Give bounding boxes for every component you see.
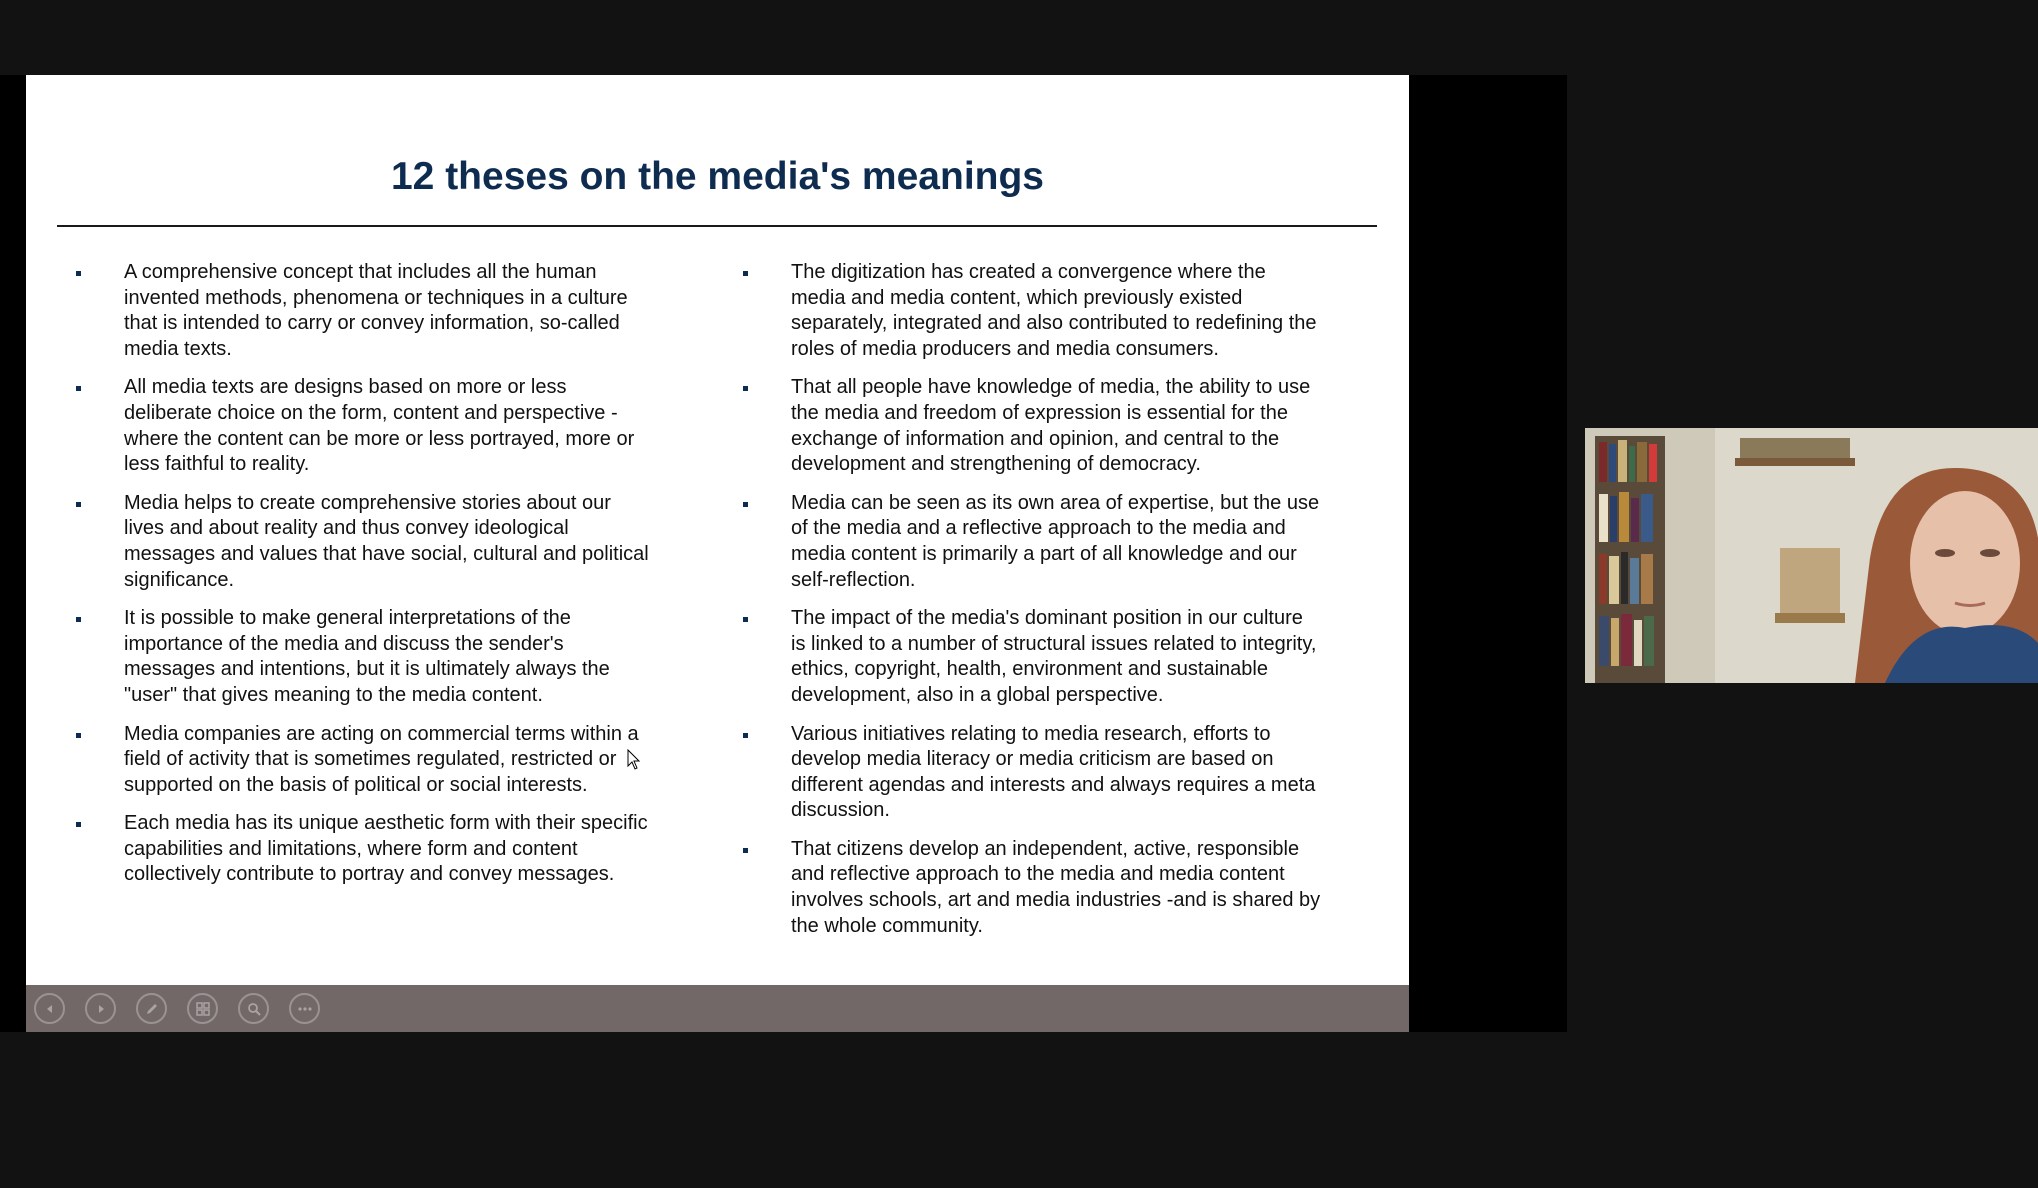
slides-grid-icon <box>195 1001 211 1017</box>
slide-title: 12 theses on the media's meanings <box>390 155 1044 198</box>
more-options-button[interactable] <box>289 993 320 1024</box>
slideshow-toolbar <box>26 985 1409 1032</box>
bullet-text: All media texts are designs based on more or less deliberate choice on the form, content and perspective - where the content can be more or less portrayed, more or less faithful to reality. <box>124 376 635 476</box>
slideshow-stage <box>0 75 1567 1032</box>
bullet-item <box>75 260 655 362</box>
bullet-item <box>742 491 1322 593</box>
square-bullet-icon <box>76 733 81 738</box>
bullet-text: It is possible to make general interpretations of the importance of the media and discuss the sender's messages and intentions, but it is ultimately always the "user" that gives meaning to the media content. <box>124 607 610 706</box>
ellipsis-icon <box>297 1001 313 1017</box>
bullet-item <box>75 375 655 477</box>
presentation-slide[interactable] <box>26 75 1409 985</box>
pen-tool-button[interactable] <box>136 993 167 1024</box>
bullet-item <box>742 375 1322 477</box>
square-bullet-icon <box>76 271 81 276</box>
webcam-image <box>1585 428 2038 683</box>
bullet-item <box>742 260 1322 362</box>
square-bullet-icon <box>76 386 81 391</box>
bullet-item <box>75 606 655 708</box>
bullet-text: That citizens develop an independent, active, responsible and reflective approach to the media and media content involves schools, art and media industries -and is shared by the whole community. <box>791 837 1321 937</box>
zoom-button[interactable] <box>238 993 269 1024</box>
triangle-right-icon <box>95 1003 107 1015</box>
bullet-item <box>75 722 655 799</box>
bullet-item <box>75 491 655 593</box>
see-all-slides-button[interactable] <box>187 993 218 1024</box>
square-bullet-icon <box>743 502 748 507</box>
bullet-text: Media helps to create comprehensive stories about our lives and about reality and thus convey ideological messages and values that have social, cultural and political significance. <box>124 491 649 591</box>
bullet-item <box>742 837 1322 939</box>
bullet-text: The impact of the media's dominant position in our culture is linked to a number of structural issues related to integrity, ethics, copyright, health, environment and sustainable development, also in a global perspective. <box>791 607 1317 706</box>
title-divider <box>57 225 1377 227</box>
triangle-left-icon <box>44 1003 56 1015</box>
bullet-text: That all people have knowledge of media, the ability to use the media and freedom of expression is essential for the exchange of information and opinion, and central to the development and strengthening of democracy. <box>791 376 1311 476</box>
square-bullet-icon <box>743 617 748 622</box>
bullet-text: Media companies are acting on commercial terms within a field of activity that is sometimes regulated, restricted or supported on the basis of political or social interests. <box>124 722 639 796</box>
square-bullet-icon <box>743 733 748 738</box>
right-bullet-list <box>742 260 1322 952</box>
square-bullet-icon <box>76 822 81 827</box>
magnifier-icon <box>246 1001 262 1017</box>
square-bullet-icon <box>743 386 748 391</box>
next-slide-button[interactable] <box>85 993 116 1024</box>
square-bullet-icon <box>743 271 748 276</box>
left-bullet-list <box>75 260 655 901</box>
mouse-pointer-icon <box>627 749 641 776</box>
pen-icon <box>144 1001 160 1017</box>
bullet-text: Each media has its unique aesthetic form with their specific capabilities and limitations, where form and content collectively contribute to portray and convey messages. <box>124 812 648 886</box>
previous-slide-button[interactable] <box>34 993 65 1024</box>
bullet-text: A comprehensive concept that includes all the human invented methods, phenomena or techniques in a culture that is intended to carry or convey information, so-called media texts. <box>124 261 628 360</box>
square-bullet-icon <box>76 502 81 507</box>
square-bullet-icon <box>76 617 81 622</box>
bullet-item <box>742 722 1322 824</box>
bullet-text: The digitization has created a convergence where the media and media content, which previously existed separately, integrated and also contributed to redefining the roles of media producers and media consumers. <box>791 261 1317 360</box>
bullet-item <box>742 606 1322 708</box>
bullet-text: Media can be seen as its own area of expertise, but the use of the media and a reflective approach to the media and media content is primarily a part of all knowledge and our self-reflection. <box>791 491 1320 591</box>
webcam-video-feed[interactable] <box>1585 428 2038 683</box>
bullet-text: Various initiatives relating to media research, efforts to develop media literacy or media criticism are based on different agendas and interests and always requires a meta discussion. <box>791 722 1316 822</box>
bullet-item <box>75 811 655 888</box>
square-bullet-icon <box>743 848 748 853</box>
